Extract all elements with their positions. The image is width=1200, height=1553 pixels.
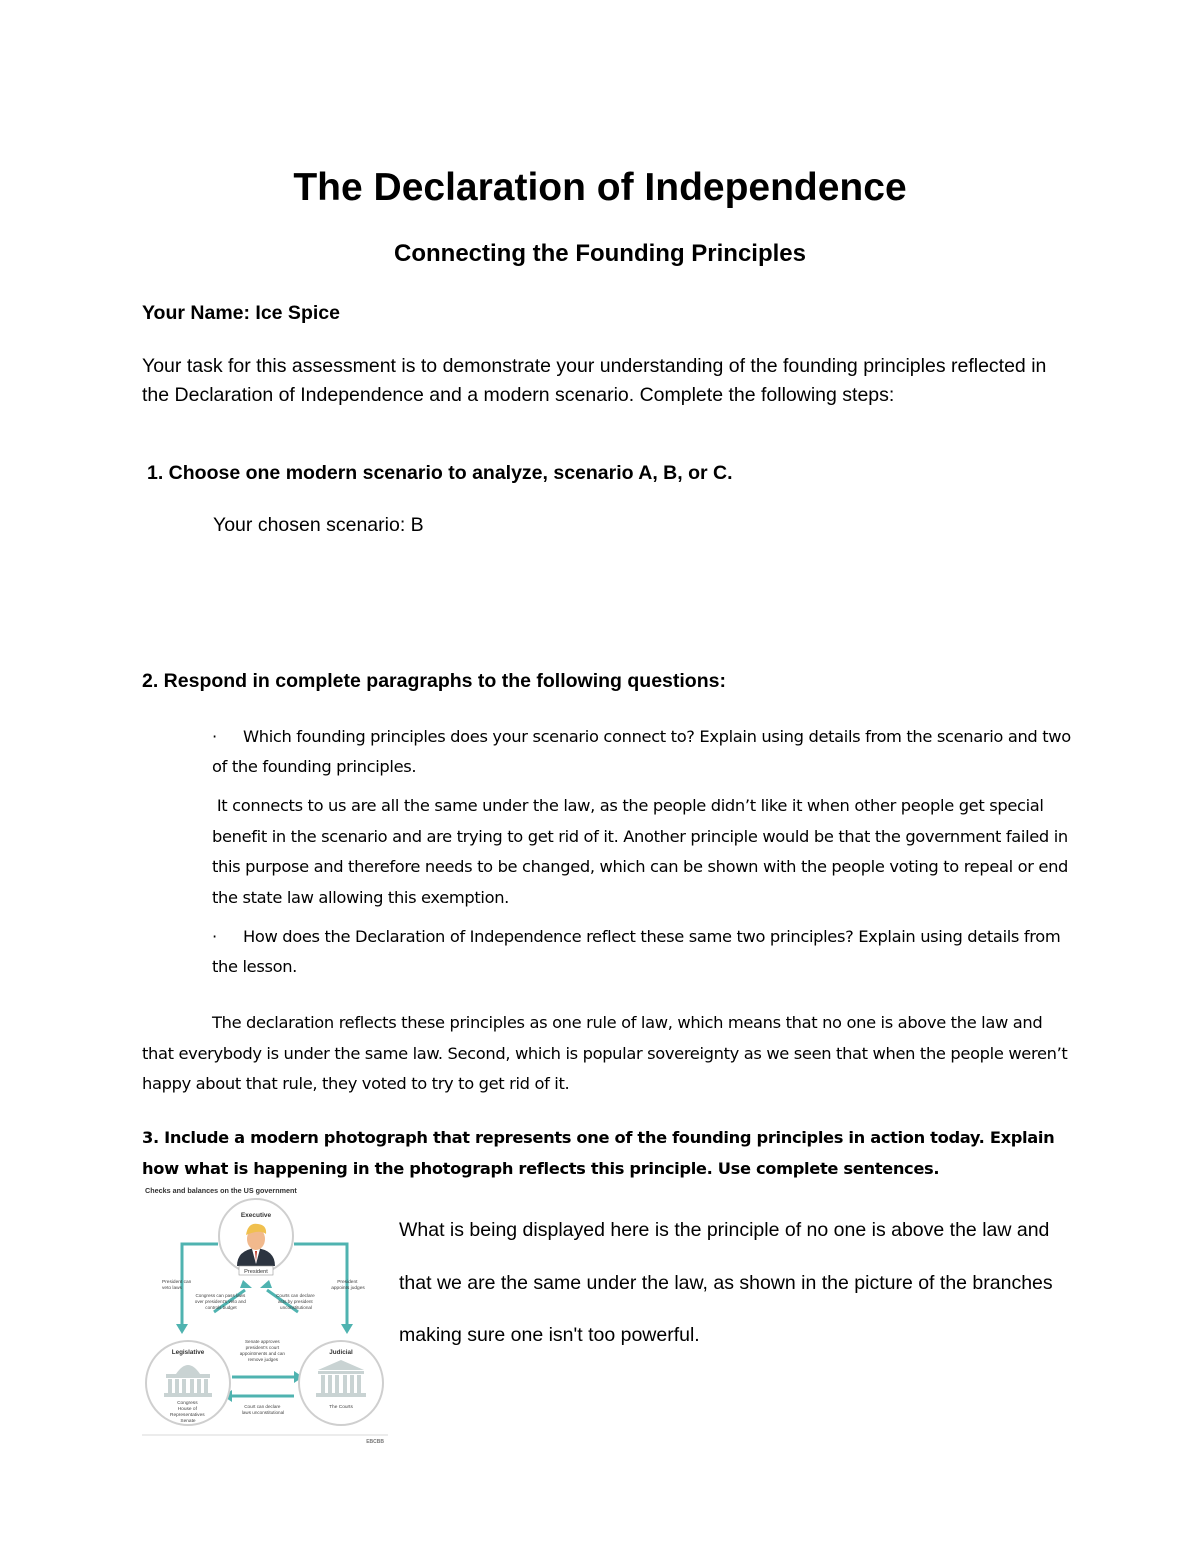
courts-label: The Courts (329, 1405, 353, 1410)
president-label: President (244, 1269, 268, 1275)
court-laws-label: Court can declare laws unconstitutional (241, 1404, 285, 1415)
step-2-heading: 2. Respond in complete paragraphs to the following questions: (142, 670, 726, 692)
question-2-text: How does the Declaration of Independence reflect these same two principles? Explain using details from the lesson. (212, 927, 1061, 976)
veto-label: President can veto laws (162, 1280, 192, 1291)
step-1-heading: 1. Choose one modern scenario to analyze, scenario A, B, or C. (147, 462, 733, 484)
figure-title: Checks and balances on the US government (145, 1186, 297, 1195)
checks-balances-diagram (142, 1184, 388, 1446)
congress-label: Congress House of Representatives Senate (169, 1401, 205, 1424)
bullet-marker: · (212, 927, 217, 946)
student-name-line: Your Name: Ice Spice (142, 302, 340, 324)
executive-label: Executive (240, 1212, 272, 1219)
senate-label: Senate approves president's court appointments and can remove judges (239, 1339, 285, 1362)
congress-override-label: Congress can pass laws over president's veto and controls budget (194, 1293, 246, 1310)
question-1 (212, 722, 1072, 782)
question-2 (212, 922, 1072, 982)
answer-2: The declaration reflects these principles as one rule of law, which means that no one is above the law and that everybody is under the same law. Second, which is popular sovereignty as we seen that when the people weren’t happy about that rule, they voted to try to get rid of it. (142, 1013, 1068, 1093)
source-label: EBCBB (366, 1439, 384, 1445)
document-title: The Declaration of Independence (293, 166, 907, 209)
photo-explanation: What is being displayed here is the principle of no one is above the law and that we are the same under the law, as shown in the picture of the branches making sure one isn't too powerful. (399, 1219, 1053, 1346)
chosen-scenario-answer: Your chosen scenario: B (213, 514, 424, 536)
step-3-heading: 3. Include a modern photograph that represents one of the founding principles in action today. Explain how what is happening in the photograph reflects this principle. Use complete sentences. (142, 1128, 1055, 1178)
judicial-label: Judicial (329, 1349, 353, 1356)
task-instructions: Your task for this assessment is to demonstrate your understanding of the founding principles reflected in the Declaration of Independence and a modern scenario. Complete the following steps: (142, 355, 1047, 406)
courts-declare-label: Courts can declare acts by president unconstitutional (276, 1293, 315, 1310)
bullet-marker: · (212, 727, 217, 746)
appoints-label: President appoints judges (331, 1280, 365, 1291)
question-1-text: Which founding principles does your scenario connect to? Explain using details from the scenario and two of the founding principles. (212, 727, 1071, 776)
legislative-label: Legislative (171, 1349, 205, 1356)
document-subtitle: Connecting the Founding Principles (394, 240, 806, 267)
checks-balances-image (142, 1184, 388, 1446)
answer-1: It connects to us are all the same under the law, as the people didn’t like it when other people get special benefit in the scenario and are trying to get rid of it. Another principle would be that the government failed in this purpose and therefore needs to be changed, which can be shown with the people voting to repeal or end the state law allowing this exemption. (212, 796, 1073, 907)
